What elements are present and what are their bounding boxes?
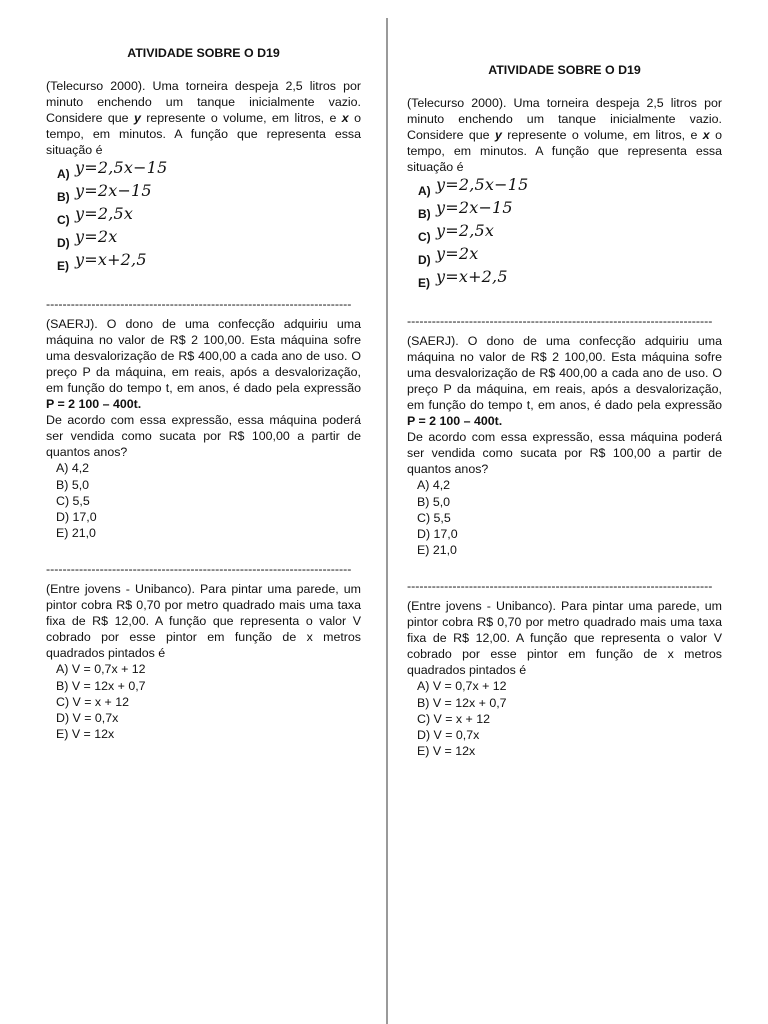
q2-text-a: (SAERJ). O dono de uma confecção adquiriu uma máquina no valor de R$ 2 100,00. Esta máquina sofre uma desvalorização de R$ 400,00 a cada ano de uso. O preço P da máquina, em reais, após a desvalorização, em função do tempo t, em anos, é dado pela expressão — [407, 333, 722, 412]
q2-option: B) 5,0 — [56, 477, 90, 492]
question-1-options — [46, 157, 361, 276]
q3-option: D) V = 0,7x — [417, 727, 480, 742]
separator-line: -------------------------------------------------------------------------- — [46, 296, 352, 311]
option-expression: y=2,5x−15 — [75, 157, 168, 177]
q1-option — [46, 229, 361, 252]
q1-var-y: y — [494, 128, 502, 143]
question-2-text — [407, 333, 722, 430]
q1-text-c: o tempo, em minutos. A função que representa essa situação é — [407, 128, 722, 175]
question-2-options — [46, 460, 361, 540]
question-2-prompt: De acordo com essa expressão, essa máquina poderá ser vendida como sucata por R$ 100,00 a partir de quantos anos? — [407, 430, 722, 477]
q1-text-b: represente o volume, em litros, e — [140, 111, 342, 126]
q1-text-b: represente o volume, em litros, e — [501, 128, 703, 143]
question-3-text: (Entre jovens - Unibanco). Para pintar uma parede, um pintor cobra R$ 0,70 por metro quadrado mais uma taxa fixa de R$ 12,00. A função que representa o valor V cobrado por esse pintor em função de x metros quadrados pintados é — [46, 582, 361, 661]
q2-option: D) 17,0 — [56, 509, 97, 524]
q3-option: D) V = 0,7x — [56, 710, 119, 725]
option-label: C) — [418, 229, 431, 244]
option-expression: y=2x−15 — [436, 197, 513, 217]
separator-line: -------------------------------------------------------------------------- — [46, 561, 352, 576]
q2-option: E) 21,0 — [417, 542, 457, 557]
separator-line: -------------------------------------------------------------------------- — [407, 313, 713, 328]
option-label: A) — [418, 183, 431, 198]
q1-option — [46, 252, 361, 275]
q1-option — [407, 269, 722, 292]
question-3-options — [407, 678, 722, 758]
question-3-options — [46, 661, 361, 741]
q1-text-a: (Telecurso 2000). Uma torneira despeja 2,5 litros por minuto enchendo um tanque inicialmente vazio. Considere que — [46, 79, 361, 126]
q2-formula: P = 2 100 – 400t. — [407, 414, 503, 429]
q2-option: E) 21,0 — [56, 525, 96, 540]
page-divider — [386, 18, 388, 1024]
separator-line: -------------------------------------------------------------------------- — [407, 578, 713, 593]
question-2-prompt: De acordo com essa expressão, essa máquina poderá ser vendida como sucata por R$ 100,00 a partir de quantos anos? — [46, 413, 361, 460]
option-expression: y=2,5x−15 — [436, 174, 529, 194]
option-label: B) — [418, 206, 431, 221]
q1-option — [46, 180, 361, 206]
option-expression: y=2,5x — [75, 203, 134, 223]
q1-option — [46, 157, 361, 183]
q2-text-a: (SAERJ). O dono de uma confecção adquiriu uma máquina no valor de R$ 2 100,00. Esta máquina sofre uma desvalorização de R$ 400,00 a cada ano de uso. O preço P da máquina, em reais, após a desvalorização, em função do tempo t, em anos, é dado pela expressão — [46, 316, 361, 395]
q1-option — [46, 203, 361, 229]
option-label: C) — [57, 212, 70, 227]
question-1-text — [46, 78, 361, 158]
q1-text-c: o tempo, em minutos. A função que representa essa situação é — [46, 111, 361, 158]
q2-option: A) 4,2 — [417, 478, 451, 493]
q1-text-a: (Telecurso 2000). Uma torneira despeja 2,5 litros por minuto enchendo um tanque inicialmente vazio. Considere que — [407, 96, 722, 143]
right-column — [407, 62, 722, 759]
q2-option: C) 5,5 — [417, 510, 451, 525]
question-2-options — [407, 477, 722, 557]
option-expression: y=x+2,5 — [75, 250, 147, 270]
q3-option: B) V = 12x + 0,7 — [417, 695, 507, 710]
q1-option — [407, 220, 722, 246]
option-label: E) — [418, 276, 430, 291]
q3-option: C) V = x + 12 — [56, 694, 130, 709]
option-expression: y=2x — [436, 244, 479, 264]
q3-option: A) V = 0,7x + 12 — [417, 679, 507, 694]
option-label: E) — [57, 259, 69, 274]
option-expression: y=2x−15 — [75, 180, 152, 200]
q2-option: A) 4,2 — [56, 461, 90, 476]
q1-var-y: y — [133, 111, 141, 126]
option-label: D) — [418, 253, 431, 268]
option-label: D) — [57, 236, 70, 251]
option-expression: y=x+2,5 — [436, 267, 508, 287]
q3-option: E) V = 12x — [417, 743, 476, 758]
question-3-text: (Entre jovens - Unibanco). Para pintar uma parede, um pintor cobra R$ 0,70 por metro quadrado mais uma taxa fixa de R$ 12,00. A função que representa o valor V cobrado por esse pintor em função de x metros quadrados pintados é — [407, 599, 722, 678]
q3-option: B) V = 12x + 0,7 — [56, 678, 146, 693]
q1-option — [407, 174, 722, 200]
q3-option: A) V = 0,7x + 12 — [56, 662, 146, 677]
q2-formula: P = 2 100 – 400t. — [46, 397, 142, 412]
q1-var-x: x — [702, 128, 710, 143]
q2-option: B) 5,0 — [417, 494, 451, 509]
question-2-text — [46, 316, 361, 413]
q2-option: D) 17,0 — [417, 526, 458, 541]
activity-title: ATIVIDADE SOBRE O D19 — [488, 63, 641, 77]
q3-option: C) V = x + 12 — [417, 711, 491, 726]
q1-var-x: x — [341, 111, 349, 126]
question-1-options — [407, 174, 722, 293]
option-label: B) — [57, 189, 70, 204]
option-expression: y=2x — [75, 227, 118, 247]
q1-option — [407, 197, 722, 223]
q1-option — [407, 246, 722, 269]
left-column — [46, 45, 361, 742]
question-1-text — [407, 95, 722, 175]
q2-option: C) 5,5 — [56, 493, 90, 508]
q3-option: E) V = 12x — [56, 726, 115, 741]
option-label: A) — [57, 166, 70, 181]
activity-title: ATIVIDADE SOBRE O D19 — [127, 46, 280, 60]
option-expression: y=2,5x — [436, 220, 495, 240]
